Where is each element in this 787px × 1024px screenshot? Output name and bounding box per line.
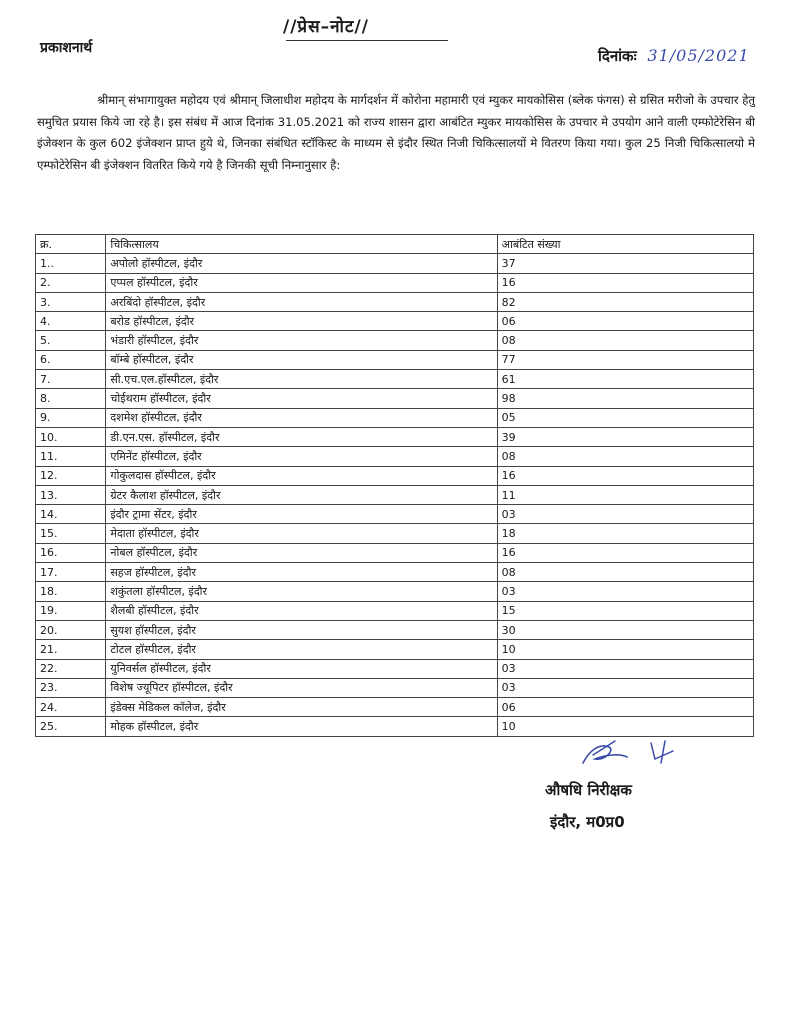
- row-serial: 8.: [36, 389, 106, 408]
- row-serial: 7.: [36, 370, 106, 389]
- row-serial: 1..: [36, 254, 106, 273]
- table-row: [36, 659, 754, 678]
- row-hospital: सी.एच.एल.हॉस्पीटल, इंदौर: [106, 370, 497, 389]
- row-count: 05: [497, 408, 753, 427]
- date-value: 31/05/2021: [647, 46, 750, 65]
- row-count: 82: [497, 292, 753, 311]
- table-row: [36, 620, 754, 639]
- row-count: 30: [497, 620, 753, 639]
- publish-label: प्रकाशनार्थ: [40, 40, 93, 56]
- row-hospital: शकुंतला हॉस्पीटल, इंदौर: [106, 582, 497, 601]
- row-serial: 11.: [36, 447, 106, 466]
- table-row: [36, 273, 754, 292]
- table-row: [36, 582, 754, 601]
- row-hospital: सहज हॉस्पीटल, इंदौर: [106, 563, 497, 582]
- row-serial: 9.: [36, 408, 106, 427]
- row-hospital: सुयश हॉस्पीटल, इंदौर: [106, 620, 497, 639]
- row-count: 10: [497, 640, 753, 659]
- row-hospital: शैलबी हॉस्पीटल, इंदौर: [106, 601, 497, 620]
- table-row: [36, 370, 754, 389]
- hospital-table: [35, 234, 754, 737]
- row-hospital: गोकुलदास हॉस्पीटल, इंदौर: [106, 466, 497, 485]
- handwritten-signature: [575, 733, 695, 773]
- table-row: [36, 292, 754, 311]
- row-count: 39: [497, 427, 753, 446]
- table-row: [36, 601, 754, 620]
- row-hospital: टोटल हॉस्पीटल, इंदौर: [106, 640, 497, 659]
- table-row: [36, 698, 754, 717]
- table-row: [36, 312, 754, 331]
- row-count: 08: [497, 563, 753, 582]
- row-count: 16: [497, 466, 753, 485]
- row-count: 98: [497, 389, 753, 408]
- row-count: 08: [497, 447, 753, 466]
- row-hospital: अरबिंदो हॉस्पीटल, इंदौर: [106, 292, 497, 311]
- body-paragraph: श्रीमान् संभागायुक्त महोदय एवं श्रीमान् जिलाधीश महोदय के मार्गदर्शन में कोरोना महामारी एवं म्युकर मायकोसिस (ब्लेक फंगस) से ग्रसित मरीजो के उपचार हेतु समुचित प्रयास किये जा रहे है। इस संबंध में आज दिनांक 31.05.2021 को राज्य शासन द्वारा आबंटित म्युकर मायकोसिस के उपचार मे उपयोग आने वाली एम्फोटेरेसिन बी इंजेक्शन के कुल 602 इंजेक्शन प्राप्त हुये थे, जिनका संबंधित स्टॉकिस्ट के माध्यम से इंदौर स्थित निजी चिकित्सालयों मे वितरण किया गया। कुल 25 निजी चिकित्सालयो मे एम्फोटेरेसिन बी इंजेक्शन वितरित किये गये है जिनकी सूची निम्नानुसार है:: [37, 93, 755, 172]
- row-count: 16: [497, 543, 753, 562]
- row-serial: 21.: [36, 640, 106, 659]
- row-serial: 19.: [36, 601, 106, 620]
- table-row: [36, 640, 754, 659]
- row-serial: 14.: [36, 505, 106, 524]
- date-block: [598, 46, 750, 66]
- row-count: 03: [497, 582, 753, 601]
- row-hospital: नोबल हॉस्पीटल, इंदौर: [106, 543, 497, 562]
- row-count: 61: [497, 370, 753, 389]
- table-row: [36, 485, 754, 504]
- row-count: 11: [497, 485, 753, 504]
- row-serial: 13.: [36, 485, 106, 504]
- row-serial: 16.: [36, 543, 106, 562]
- table-row: [36, 524, 754, 543]
- row-hospital: ग्रेटर कैलाश हॉस्पीटल, इंदौर: [106, 485, 497, 504]
- row-hospital: दशमेश हॉस्पीटल, इंदौर: [106, 408, 497, 427]
- row-serial: 18.: [36, 582, 106, 601]
- row-count: 10: [497, 717, 753, 736]
- row-serial: 12.: [36, 466, 106, 485]
- row-serial: 10.: [36, 427, 106, 446]
- column-header-serial: क्र.: [36, 235, 106, 254]
- row-count: 03: [497, 678, 753, 697]
- row-count: 18: [497, 524, 753, 543]
- table-row: [36, 350, 754, 369]
- row-hospital: एमिनेंट हॉस्पीटल, इंदौर: [106, 447, 497, 466]
- row-hospital: विशेष ज्यूपिटर हॉस्पीटल, इंदौर: [106, 678, 497, 697]
- row-serial: 24.: [36, 698, 106, 717]
- row-hospital: इंदौर ट्रामा सेंटर, इंदौर: [106, 505, 497, 524]
- row-serial: 4.: [36, 312, 106, 331]
- row-hospital: मोहक हॉस्पीटल, इंदौर: [106, 717, 497, 736]
- table-row: [36, 543, 754, 562]
- title-underline: [286, 40, 448, 41]
- table-row: [36, 505, 754, 524]
- row-serial: 17.: [36, 563, 106, 582]
- row-serial: 20.: [36, 620, 106, 639]
- row-serial: 2.: [36, 273, 106, 292]
- row-serial: 22.: [36, 659, 106, 678]
- row-count: 06: [497, 312, 753, 331]
- table-row: [36, 447, 754, 466]
- row-hospital: बरोड हॉस्पीटल, इंदौर: [106, 312, 497, 331]
- table-row: [36, 427, 754, 446]
- row-hospital: चोईथराम हॉस्पीटल, इंदौर: [106, 389, 497, 408]
- signatory-designation: औषधि निरीक्षक: [545, 781, 632, 799]
- row-count: 03: [497, 505, 753, 524]
- row-count: 03: [497, 659, 753, 678]
- row-hospital: इंडेक्स मेडिकल कॉलेज, इंदौर: [106, 698, 497, 717]
- row-serial: 5.: [36, 331, 106, 350]
- date-label: दिनांकः: [598, 47, 637, 65]
- row-serial: 25.: [36, 717, 106, 736]
- column-header-allotted: आबंटित संख्या: [497, 235, 753, 254]
- row-serial: 6.: [36, 350, 106, 369]
- row-hospital: भंडारी हॉस्पीटल, इंदौर: [106, 331, 497, 350]
- row-count: 77: [497, 350, 753, 369]
- table-row: [36, 466, 754, 485]
- row-serial: 3.: [36, 292, 106, 311]
- row-count: 37: [497, 254, 753, 273]
- row-hospital: बॉम्बे हॉस्पीटल, इंदौर: [106, 350, 497, 369]
- table-row: [36, 563, 754, 582]
- row-count: 16: [497, 273, 753, 292]
- column-header-hospital: चिकित्सालय: [106, 235, 497, 254]
- table-row: [36, 408, 754, 427]
- row-hospital: मेदाता हॉस्पीटल, इंदौर: [106, 524, 497, 543]
- row-count: 15: [497, 601, 753, 620]
- table-row: [36, 331, 754, 350]
- row-count: 08: [497, 331, 753, 350]
- table-row: [36, 389, 754, 408]
- row-hospital: डी.एन.एस. हॉस्पीटल, इंदौर: [106, 427, 497, 446]
- row-hospital: अपोलो हॉस्पीटल, इंदौर: [106, 254, 497, 273]
- table-row: [36, 254, 754, 273]
- row-serial: 23.: [36, 678, 106, 697]
- row-serial: 15.: [36, 524, 106, 543]
- signatory-place: इंदौर, म0प्र0: [550, 813, 625, 831]
- table-header-row: [36, 235, 754, 254]
- row-hospital: एप्पल हॉस्पीटल, इंदौर: [106, 273, 497, 292]
- row-hospital: युनिवर्सल हॉस्पीटल, इंदौर: [106, 659, 497, 678]
- page-title: //प्रेस–नोट//: [283, 17, 369, 37]
- row-count: 06: [497, 698, 753, 717]
- table-row: [36, 678, 754, 697]
